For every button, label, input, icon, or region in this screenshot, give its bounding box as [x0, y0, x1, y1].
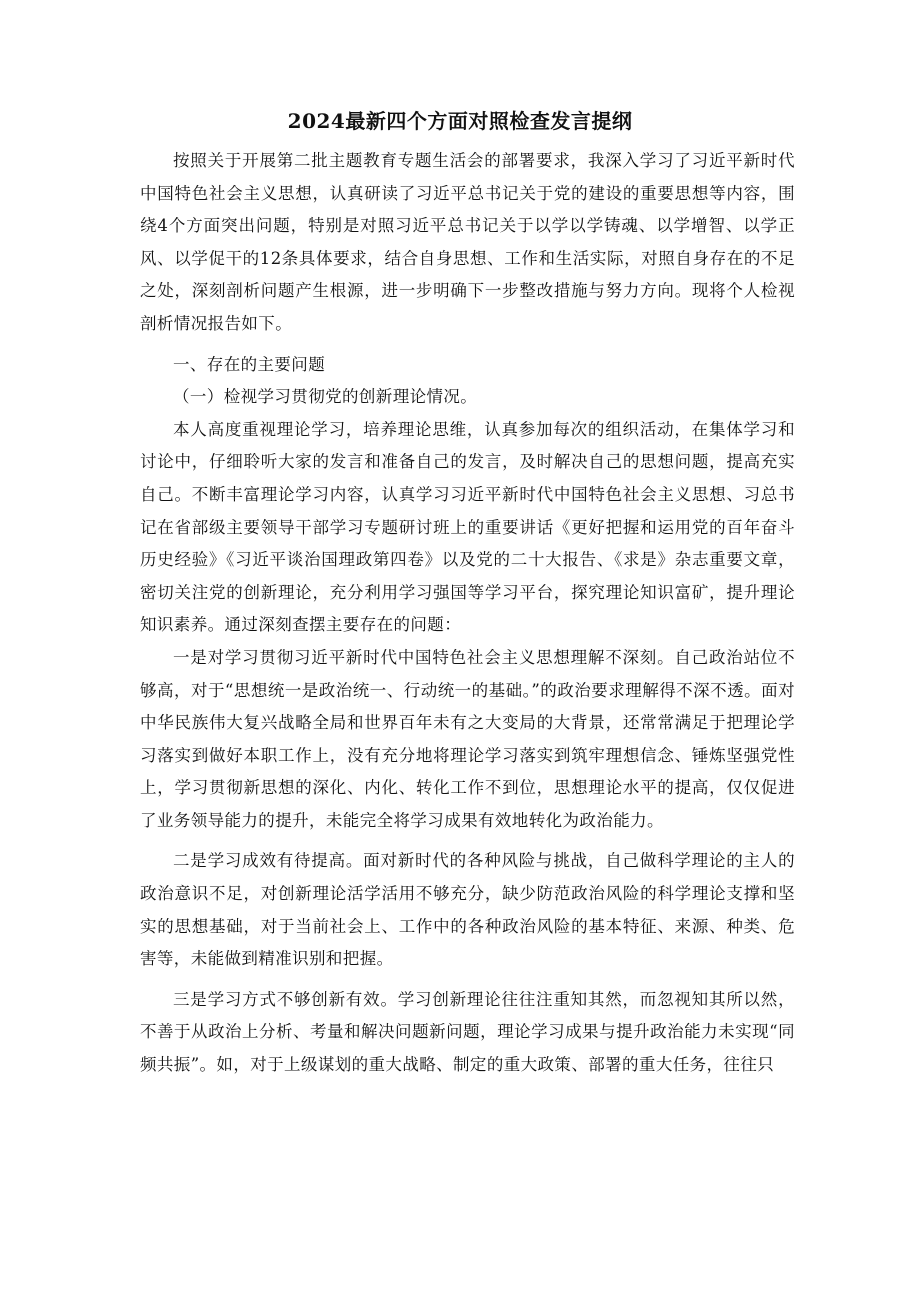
document-body	[140, 145, 795, 1082]
body-paragraph-3: 二是学习成效有待提高。面对新时代的各种风险与挑战，自己做科学理论的主人的政治意识不足，对创新理论活学活用不够充分，缺少防范政治风险的科学理论支撑和坚实的思想基础，对于当前社会上、工作中的各种政治风险的基本特征、来源、种类、危害等，未能做到精准识别和把握。	[140, 851, 795, 969]
body-paragraph-2: 一是对学习贯彻习近平新时代中国特色社会主义思想理解不深刻。自己政治站位不够高，对于“思想统一是政治统一、行动统一的基础。”的政治要求理解得不深不透。面对中华民族伟大复兴战略全局和世界百年未有之大变局的大背景，还常常满足于把理论学习落实到做好本职工作上，没有充分地将理论学习落实到筑牢理想信念、锤炼坚强党性上，学习贯彻新思想的深化、内化、转化工作不到位，思想理论水平的提高，仅仅促进了业务领导能力的提升，未能完全将学习成果有效地转化为政治能力。	[140, 647, 795, 830]
spacer	[140, 341, 795, 349]
body-paragraph-4: 三是学习方式不够创新有效。学习创新理论往往注重知其然，而忽视知其所以然，不善于从政治上分析、考量和解决问题新问题，理论学习成果与提升政治能力未实现“同频共振”。如，对于上级谋划的重大战略、制定的重大政策、部署的重大任务，往往只	[140, 989, 795, 1075]
section-heading: 一、存在的主要问题	[173, 354, 326, 374]
subsection-heading: （一）检视学习贯彻党的创新理论情况。	[173, 387, 478, 407]
intro-paragraph: 按照关于开展第二批主题教育专题生活会的部署要求，我深入学习了习近平新时代中国特色社会主义思想，认真研读了习近平总书记关于党的建设的重要思想等内容，围绕4个方面突出问题，特别是对照习近平总书记关于以学以学铸魂、以学增智、以学正风、以学促干的12条具体要求，结合自身思想、工作和生活实际，对照自身存在的不足之处，深刻剖析问题产生根源，进一步明确下一步整改措施与努力方向。现将个人检视剖析情况报告如下。	[140, 151, 795, 333]
body-paragraph-1: 本人高度重视理论学习，培养理论思维，认真参加每次的组织活动，在集体学习和讨论中，仔细聆听大家的发言和准备自己的发言，及时解决自己的思想问题，提高充实自己。不断丰富理论学习内容，认真学习习近平新时代中国特色社会主义思想、习总书记在省部级主要领导干部学习专题研讨班上的重要讲话《更好把握和运用党的百年奋斗历史经验》《习近平谈治国理政第四卷》以及党的二十大报告、《求是》杂志重要文章，密切关注党的创新理论，充分利用学习强国等学习平台，探究理论知识富矿，提升理论知识素养。通过深刻查摆主要存在的问题：	[140, 419, 795, 635]
spacer	[140, 837, 795, 845]
document-title: 2024最新四个方面对照检查发言提纲	[287, 109, 633, 133]
spacer	[140, 976, 795, 984]
